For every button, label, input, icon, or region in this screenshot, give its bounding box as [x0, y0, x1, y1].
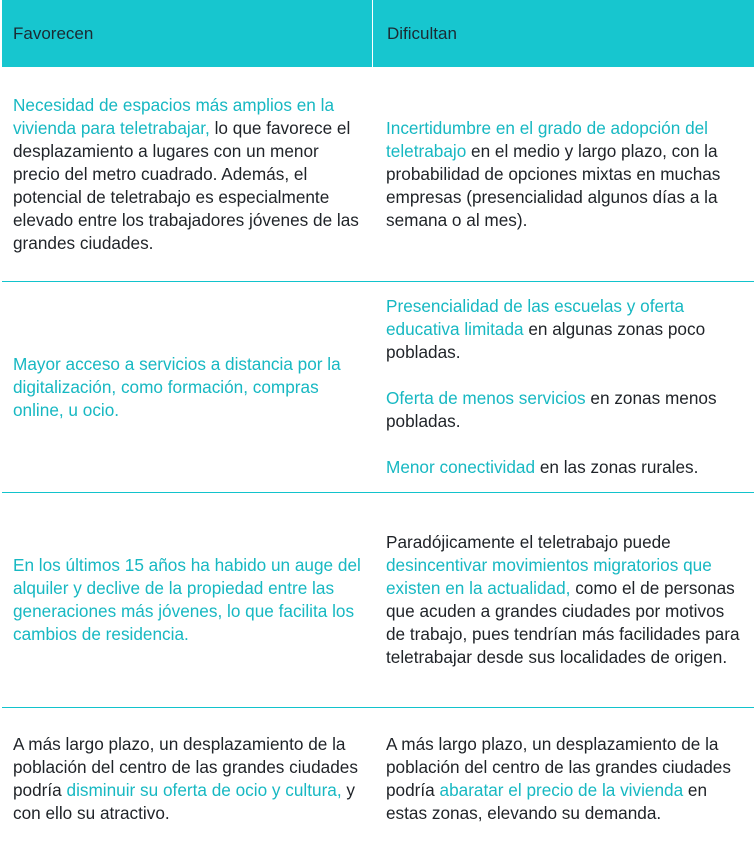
cell-paragraph [386, 531, 746, 669]
highlighted-text: Menor conectividad [386, 457, 536, 477]
cell-paragraph [13, 353, 362, 422]
highlighted-text: desincentivar movimientos migratorios que existen en la actualidad, [386, 555, 712, 598]
table-row [2, 708, 754, 849]
cell-paragraph [386, 387, 746, 433]
body-text: A más largo plazo, un desplazamiento de la población del centro de las grandes ciudades podría [386, 733, 731, 800]
body-text: A más largo plazo, un desplazamiento de la población del centro de las grandes ciudades podría [13, 733, 358, 800]
cell-paragraph [13, 733, 362, 825]
cell-paragraph [386, 733, 746, 825]
cell-paragraph [13, 94, 362, 255]
highlighted-text: Presencialidad de las escuelas y oferta educativa limitada [386, 296, 685, 339]
highlighted-text: Necesidad de espacios más amplios en la vivienda para teletrabajar, [13, 94, 335, 138]
highlighted-text: En los últimos 15 años ha habido un auge del alquiler y declive de la propiedad entre las generaciones más jóvenes, lo que facilita los cambios de residencia. [13, 555, 361, 644]
highlighted-text: Oferta de menos servicios [386, 388, 586, 408]
table-header [2, 0, 754, 67]
cell-dificultan [372, 708, 754, 849]
highlighted-text: Incertidumbre en el grado de adopción del teletrabajo [386, 117, 709, 161]
body-text: y con ello su atractivo. [13, 779, 356, 823]
cell-dificultan [372, 67, 754, 281]
comparison-table [2, 0, 754, 849]
cell-paragraph [386, 117, 746, 232]
cell-paragraph [13, 554, 362, 646]
cell-favorecen [2, 493, 372, 707]
body-text: en estas zonas, elevando su demanda. [386, 779, 708, 823]
highlighted-text: abaratar el precio de la vivienda [439, 779, 684, 800]
cell-paragraph [386, 456, 746, 479]
cell-paragraph [386, 295, 746, 364]
body-text: en las zonas rurales. [535, 457, 699, 477]
cell-favorecen [2, 67, 372, 281]
body-text: en algunas zonas poco pobladas. [386, 319, 706, 362]
table-row [2, 493, 754, 708]
highlighted-text: Mayor acceso a servicios a distancia por la digitalización, como formación, compras online, u ocio. [13, 353, 341, 420]
highlighted-text: disminuir su oferta de ocio y cultura, [66, 779, 342, 800]
cell-dificultan [372, 282, 754, 492]
body-text: Paradójicamente el teletrabajo puede [386, 532, 671, 552]
cell-favorecen [2, 282, 372, 492]
body-text: como el de personas que acuden a grandes ciudades por motivos de trabajo, pues tendrían más facilidades para teletrabajar desde sus localidades de origen. [386, 578, 740, 667]
body-text: lo que favorece el desplazamiento a lugares con un menor precio del metro cuadrado. Además, el potencial de teletrabajo es especialmente elevado entre los trabajadores jóvenes de las grandes ciudades. [13, 117, 359, 253]
cell-favorecen [2, 708, 372, 849]
table-row [2, 282, 754, 493]
body-text: en el medio y largo plazo, con la probabilidad de opciones mixtas en muchas empresas (presencialidad algunos días a la semana o al mes). [386, 140, 721, 230]
table-body [2, 67, 754, 849]
header-favorecen: Favorecen [13, 23, 94, 43]
body-text: en zonas menos pobladas. [386, 388, 717, 431]
table-row [2, 67, 754, 282]
cell-dificultan [372, 493, 754, 707]
header-dificultan: Dificultan [372, 0, 754, 67]
